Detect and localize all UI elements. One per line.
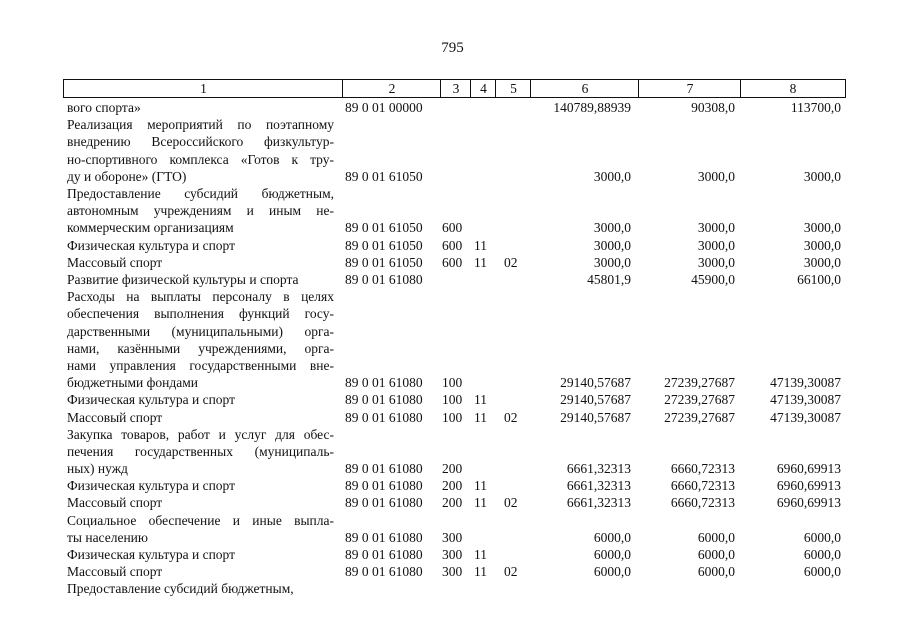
amount-col-7: 3000,0 — [697, 254, 735, 270]
amount-col-7: 27239,27687 — [664, 392, 735, 408]
description-line: Массовый спорт — [67, 409, 163, 425]
description-line: но-спортивного комплекса «Готов к тру- — [67, 151, 334, 167]
budget-code: 89 0 01 61080 — [345, 478, 423, 494]
expense-type: 300 — [442, 529, 463, 545]
header-col-7: 7 — [638, 79, 741, 98]
row-description — [67, 546, 334, 563]
description-line: бюджетными фондами — [67, 375, 198, 391]
amount-col-6: 45801,9 — [587, 271, 631, 287]
row-description — [67, 580, 334, 597]
expense-type: 200 — [442, 478, 463, 494]
row-description — [67, 494, 334, 511]
section-code: 11 — [474, 547, 487, 563]
row-description — [67, 237, 334, 254]
amount-col-6: 3000,0 — [593, 254, 631, 270]
description-line: Социальное обеспечение и иные выпла- — [67, 512, 334, 528]
header-col-3: 3 — [440, 79, 471, 98]
expense-type: 100 — [442, 409, 463, 425]
row-description — [67, 288, 334, 391]
description-line: Реализация мероприятий по поэтапному — [67, 117, 334, 133]
header-col-5: 5 — [495, 79, 531, 98]
amount-col-6: 29140,57687 — [560, 375, 631, 391]
budget-code: 89 0 01 61080 — [345, 375, 423, 391]
amount-col-7: 6660,72313 — [670, 495, 735, 511]
amount-col-6: 6661,32313 — [566, 461, 631, 477]
header-col-4: 4 — [470, 79, 496, 98]
table-row — [0, 512, 905, 546]
budget-code: 89 0 01 00000 — [345, 100, 423, 115]
amount-col-8: 3000,0 — [803, 168, 841, 184]
table-row — [0, 563, 905, 580]
section-code: 11 — [474, 495, 487, 511]
description-line: нами, казёнными учреждениями, орга- — [67, 340, 334, 356]
amount-col-8: 6000,0 — [803, 564, 841, 580]
expense-type: 200 — [442, 461, 463, 477]
subsection-code: 02 — [504, 254, 518, 270]
expense-type: 600 — [442, 220, 463, 236]
table-row — [0, 409, 905, 426]
description-line: Физическая культура и спорт — [67, 478, 236, 494]
row-description — [67, 185, 334, 237]
header-col-1: 1 — [63, 79, 343, 98]
budget-code: 89 0 01 61080 — [345, 392, 423, 408]
amount-col-6: 3000,0 — [593, 220, 631, 236]
amount-col-8: 47139,30087 — [770, 375, 841, 391]
row-description — [67, 512, 334, 546]
amount-col-7: 6000,0 — [697, 547, 735, 563]
table-row — [0, 494, 905, 511]
expense-type: 300 — [442, 564, 463, 580]
description-line: Развитие физической культуры и спорта — [67, 271, 299, 287]
table-row — [0, 546, 905, 563]
table-row — [0, 391, 905, 408]
subsection-code: 02 — [504, 409, 518, 425]
amount-col-6: 29140,57687 — [560, 392, 631, 408]
budget-code: 89 0 01 61080 — [345, 409, 423, 425]
header-col-6: 6 — [530, 79, 639, 98]
table-row — [0, 99, 905, 116]
amount-col-8: 6000,0 — [803, 547, 841, 563]
section-code: 11 — [474, 392, 487, 408]
description-line: вого спорта» — [67, 100, 141, 115]
amount-col-7: 90308,0 — [691, 100, 735, 115]
row-description — [67, 409, 334, 426]
amount-col-8: 3000,0 — [803, 237, 841, 253]
expense-type: 600 — [442, 237, 463, 253]
table-row — [0, 580, 905, 597]
amount-col-7: 45900,0 — [691, 271, 735, 287]
page-number: 795 — [441, 40, 464, 56]
description-line: дарственными (муниципальными) орга- — [67, 323, 334, 339]
table-row — [0, 237, 905, 254]
header-col-8: 8 — [740, 79, 846, 98]
amount-col-8: 6000,0 — [803, 529, 841, 545]
amount-col-6: 6000,0 — [593, 564, 631, 580]
description-line: Массовый спорт — [67, 564, 163, 580]
expense-type: 300 — [442, 547, 463, 563]
description-line: обеспечения выполнения функций госу- — [67, 306, 334, 322]
amount-col-7: 27239,27687 — [664, 375, 735, 391]
amount-col-8: 6960,69913 — [776, 478, 841, 494]
section-code: 11 — [474, 254, 487, 270]
budget-code: 89 0 01 61080 — [345, 271, 423, 287]
amount-col-7: 6660,72313 — [670, 478, 735, 494]
description-line: Закупка товаров, работ и услуг для обес- — [67, 426, 334, 442]
table-row — [0, 254, 905, 271]
amount-col-6: 6661,32313 — [566, 495, 631, 511]
row-description — [67, 116, 334, 185]
amount-col-6: 29140,57687 — [560, 409, 631, 425]
amount-col-7: 6000,0 — [697, 564, 735, 580]
row-description — [67, 391, 334, 408]
description-line: Физическая культура и спорт — [67, 392, 236, 408]
description-line: Массовый спорт — [67, 254, 163, 270]
expense-type: 200 — [442, 495, 463, 511]
description-line: внедрению Всероссийского физкультур- — [67, 134, 334, 150]
row-description — [67, 426, 334, 478]
amount-col-8: 47139,30087 — [770, 392, 841, 408]
row-description — [67, 563, 334, 580]
header-col-2: 2 — [342, 79, 441, 98]
table-header — [63, 79, 845, 97]
budget-code: 89 0 01 61050 — [345, 237, 423, 253]
amount-col-8: 47139,30087 — [770, 409, 841, 425]
row-description — [67, 99, 334, 116]
amount-col-8: 6960,69913 — [776, 495, 841, 511]
budget-code: 89 0 01 61050 — [345, 168, 423, 184]
table-row — [0, 477, 905, 494]
amount-col-6: 6000,0 — [593, 547, 631, 563]
description-line: нами управления государственными вне- — [67, 357, 334, 373]
subsection-code: 02 — [504, 564, 518, 580]
description-line: Расходы на выплаты персоналу в целях — [67, 289, 334, 305]
budget-code: 89 0 01 61080 — [345, 564, 423, 580]
expense-type: 100 — [442, 375, 463, 391]
budget-code: 89 0 01 61080 — [345, 495, 423, 511]
budget-code: 89 0 01 61080 — [345, 547, 423, 563]
amount-col-6: 3000,0 — [593, 237, 631, 253]
description-line: Предоставление субсидий бюджетным, — [67, 581, 294, 597]
description-line: Физическая культура и спорт — [67, 547, 236, 563]
expense-type: 100 — [442, 392, 463, 408]
table-row — [0, 185, 905, 237]
amount-col-8: 3000,0 — [803, 254, 841, 270]
budget-code: 89 0 01 61050 — [345, 254, 423, 270]
description-line: Предоставление субсидий бюджетным, — [67, 185, 334, 201]
description-line: ных) нужд — [67, 461, 128, 477]
description-line: автономным учреждениям и иным не- — [67, 203, 334, 219]
section-code: 11 — [474, 409, 487, 425]
amount-col-6: 3000,0 — [593, 168, 631, 184]
budget-code: 89 0 01 61050 — [345, 220, 423, 236]
amount-col-7: 3000,0 — [697, 220, 735, 236]
description-line: ты населению — [67, 529, 148, 545]
table-row — [0, 271, 905, 288]
amount-col-6: 6661,32313 — [566, 478, 631, 494]
expense-type: 600 — [442, 254, 463, 270]
section-code: 11 — [474, 478, 487, 494]
budget-code: 89 0 01 61080 — [345, 461, 423, 477]
row-description — [67, 477, 334, 494]
section-code: 11 — [474, 237, 487, 253]
description-line: коммерческим организациям — [67, 220, 234, 236]
amount-col-8: 6960,69913 — [776, 461, 841, 477]
description-line: Массовый спорт — [67, 495, 163, 511]
amount-col-7: 6000,0 — [697, 529, 735, 545]
amount-col-6: 140789,88939 — [553, 100, 631, 115]
amount-col-6: 6000,0 — [593, 529, 631, 545]
budget-code: 89 0 01 61080 — [345, 529, 423, 545]
amount-col-7: 3000,0 — [697, 168, 735, 184]
table-row — [0, 426, 905, 478]
description-line: Физическая культура и спорт — [67, 237, 236, 253]
description-line: печения государственных (муниципаль- — [67, 443, 334, 459]
table-row — [0, 288, 905, 391]
amount-col-8: 3000,0 — [803, 220, 841, 236]
amount-col-8: 66100,0 — [797, 271, 841, 287]
table-row — [0, 116, 905, 185]
subsection-code: 02 — [504, 495, 518, 511]
amount-col-7: 6660,72313 — [670, 461, 735, 477]
description-line: ду и обороне» (ГТО) — [67, 168, 187, 184]
amount-col-8: 113700,0 — [790, 100, 841, 115]
table-body — [0, 99, 905, 598]
section-code: 11 — [474, 564, 487, 580]
amount-col-7: 27239,27687 — [664, 409, 735, 425]
row-description — [67, 271, 334, 288]
row-description — [67, 254, 334, 271]
amount-col-7: 3000,0 — [697, 237, 735, 253]
